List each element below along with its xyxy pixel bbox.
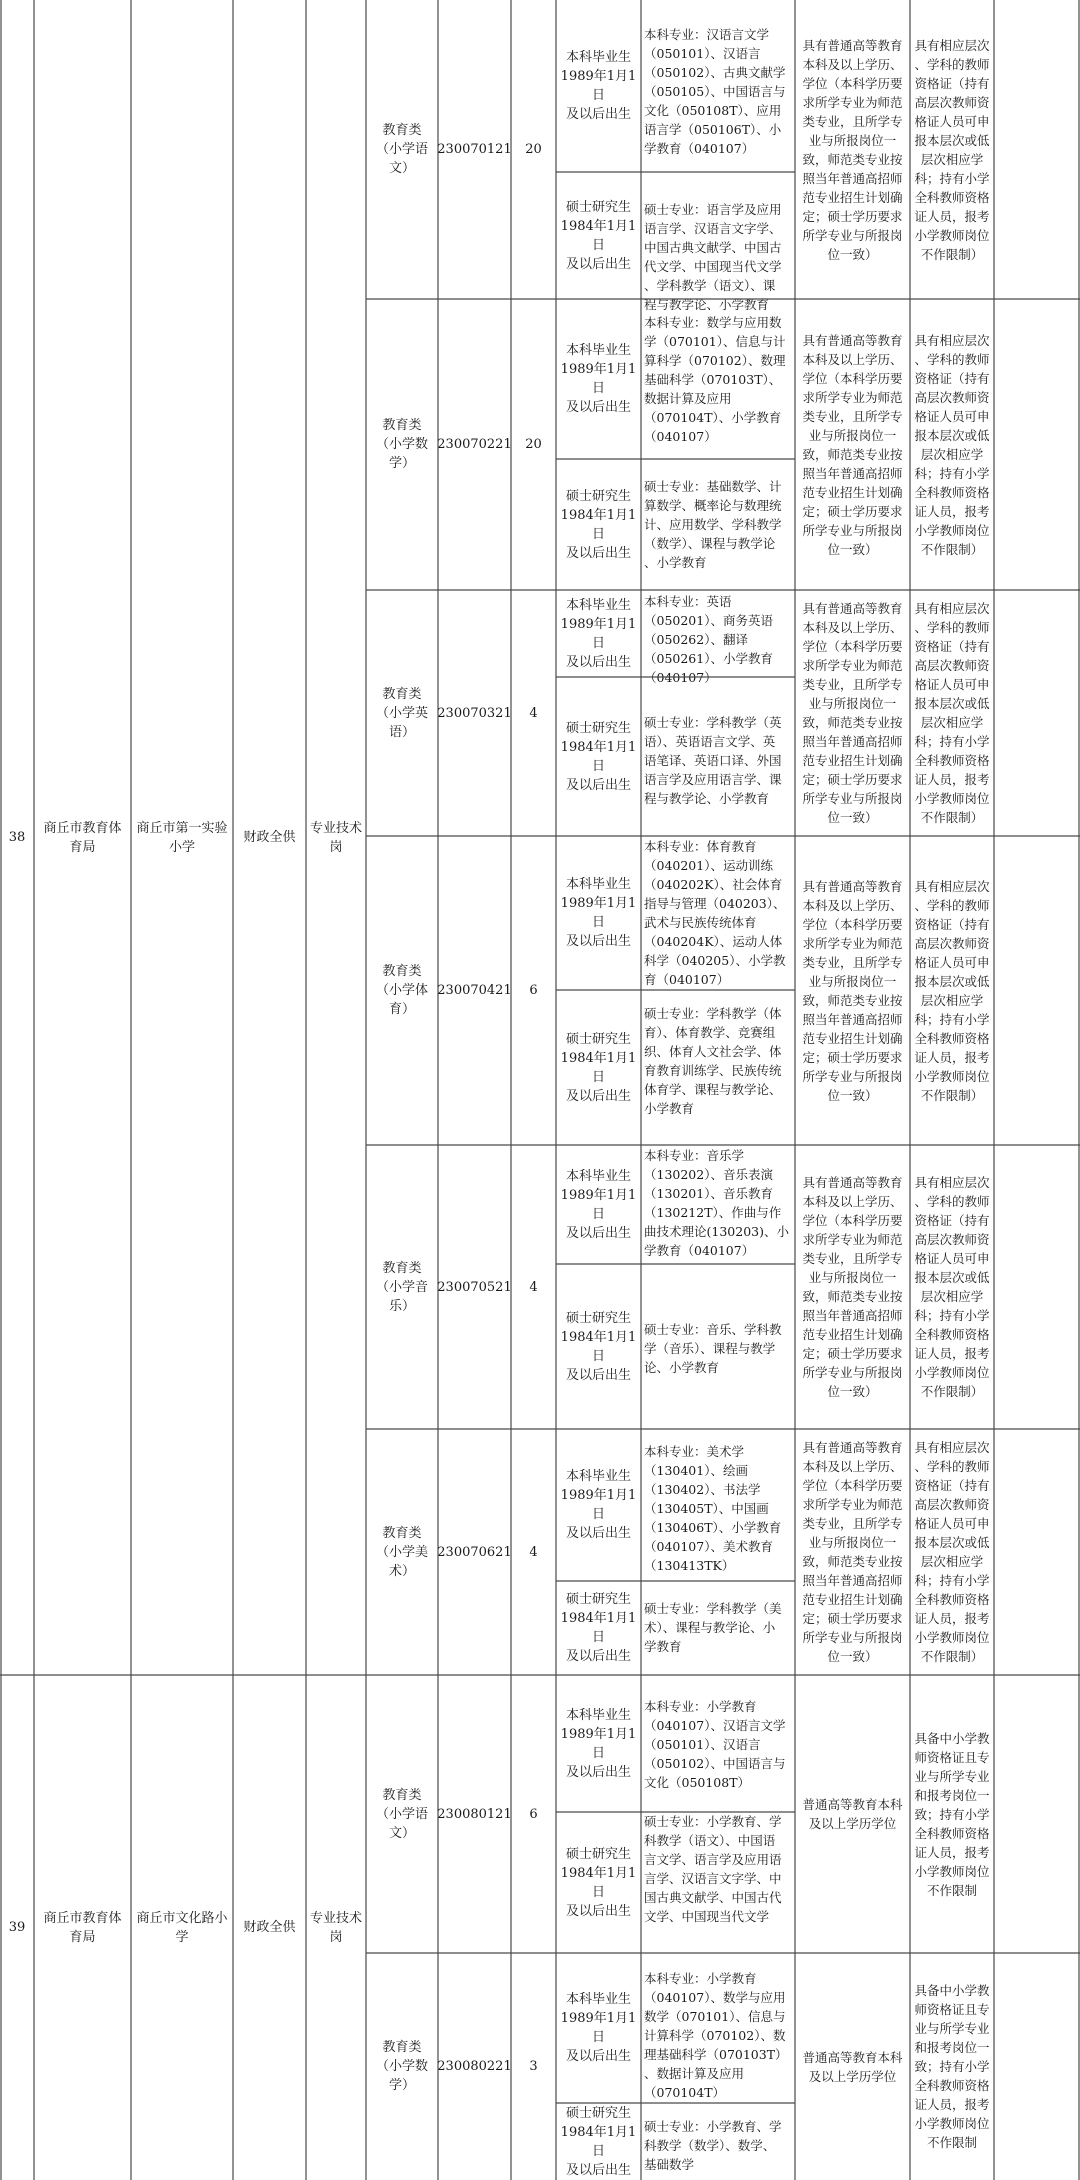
age-requirement-cell: 硕士研究生 1984年1月1日 及以后出生 (560, 720, 637, 793)
age-requirement-cell: 硕士研究生 1984年1月1日 及以后出生 (560, 1592, 637, 1664)
age-requirement-cell: 硕士研究生 1984年1月1日 及以后出生 (560, 2105, 637, 2178)
age-requirement-cell: 本科毕业生 1989年1月1日 及以后出生 (560, 1168, 637, 1241)
major-cell: 硕士专业：小学教育、学 科教学（数学）、数学、 基础数学 (644, 2119, 782, 2172)
major-cell: 本科专业：体育教育 （040201）、运动训练 （040202K）、社会体育 指导与管理（040203）、 武术与民族传统体育 （040204K）、运动人体 科学（040205）、小学教 育（040107） (644, 839, 786, 987)
dept-cell: 商丘市教育体 育局 (43, 820, 122, 855)
major-cell: 本科专业：美术学 （130401）、绘画 （130402）、书法学 （130405T）、中国画 （130406T）、小学教育 （040107）、美术教育 （130413TK） (644, 1444, 782, 1573)
major-cell: 硕士专业：基础数学、计 算数学、概率论与数理统 计、应用数学、学科教学 （数学）、课程与教学论 、小学教育 (644, 479, 782, 570)
age-requirement-cell: 本科毕业生 1989年1月1日 及以后出生 (560, 50, 637, 122)
position-count-cell: 4 (529, 705, 538, 721)
education-condition-cell: 普通高等教育本科 及以上学历学位 (802, 2049, 903, 2084)
position-name-cell: 教育类 （小学数 学） (375, 418, 428, 471)
major-cell: 本科专业：音乐学 （130202）、音乐表演 （130201）、音乐教育 （130212T）、作曲与作 曲技术理论(130203)、小 学教育（040107） (644, 1148, 789, 1258)
major-cell: 本科专业：汉语言文学 （050101）、汉语言 （050102）、古典文献学 （050105）、中国语言与 文化（050108T）、应用 语言学（050106T）、小 学教育（040107） (644, 27, 786, 156)
age-requirement-cell: 硕士研究生 1984年1月1日 及以后出生 (560, 488, 637, 561)
post-type-cell: 专业技术 岗 (309, 820, 362, 855)
certificate-cell: 具有相应层次 、学科的教师 资格证（持有 高层次教师资 格证人员可申 报本层次或低 层次相应学 科；持有小学 全科教师资格 证人员，报考 小学教师岗位 不作限制） (914, 37, 990, 262)
age-requirement-cell: 硕士研究生 1984年1月1日 及以后出生 (560, 199, 637, 272)
education-condition-cell: 普通高等教育本科 及以上学历学位 (802, 1797, 903, 1831)
major-cell: 本科专业：英语 （050201）、商务英语 （050262）、翻译 （050261）、小学教育 （040107） (644, 594, 773, 685)
major-cell: 本科专业：小学教育 （040107）、数学与应用 数学（070101）、信息与 计算科学（070102）、数 理基础科学（070103T） 、数据计算及应用 （070104T） (644, 1971, 788, 2100)
age-requirement-cell: 硕士研究生 1984年1月1日 及以后出生 (560, 1310, 637, 1383)
position-code-cell: 230080221 (437, 2059, 512, 2074)
position-code-cell: 230070521 (437, 1279, 512, 1295)
funding-cell: 财政全供 (243, 1920, 296, 1935)
funding-cell: 财政全供 (243, 830, 296, 845)
major-cell: 硕士专业：音乐、学科教 学（音乐）、课程与教学 论、小学教育 (644, 1322, 782, 1375)
position-count-cell: 6 (529, 983, 538, 998)
education-condition-cell: 具有普通高等教育 本科及以上学历、 学位（本科学历要 求所学专业为师范 类专业，且所学专 业与所报岗位一 致，师范类专业按 照当年普通高招师 范专业招生计划确 定；硕士学历要求 所学专业与所报岗 位一致） (802, 332, 903, 557)
position-count-cell: 6 (529, 1806, 538, 1822)
age-requirement-cell: 本科毕业生 1989年1月1日 及以后出生 (560, 597, 637, 670)
position-name-cell: 教育类 （小学语 文） (375, 123, 428, 176)
position-name-cell: 教育类 （小学英 语） (375, 686, 428, 740)
certificate-cell: 具有相应层次 、学科的教师 资格证（持有 高层次教师资 格证人员可申 报本层次或低 层次相应学 科；持有小学 全科教师资格 证人员，报考 小学教师岗位 不作限制） (914, 1440, 990, 1664)
age-requirement-cell: 硕士研究生 1984年1月1日 及以后出生 (560, 1846, 637, 1919)
education-condition-cell: 具有普通高等教育 本科及以上学历、 学位（本科学历要 求所学专业为师范 类专业，且所学专 业与所报岗位一 致，师范类专业按 照当年普通高招师 范专业招生计划确 定；硕士学历要求 所学专业与所报岗 位一致） (802, 878, 903, 1103)
certificate-cell: 具有相应层次 、学科的教师 资格证（持有 高层次教师资 格证人员可申 报本层次或低 层次相应学 科；持有小学 全科教师资格 证人员，报考 小学教师岗位 不作限制） (914, 332, 990, 557)
position-count-cell: 3 (529, 2059, 538, 2074)
position-name-cell: 教育类 （小学数 学） (375, 2040, 428, 2093)
position-code-cell: 230070621 (437, 1544, 512, 1560)
seq-cell: 39 (8, 1920, 26, 1935)
unit-cell: 商丘市文化路小 学 (136, 1910, 228, 1945)
education-condition-cell: 具有普通高等教育 本科及以上学历、 学位（本科学历要 求所学专业为师范 类专业，且所学专 业与所报岗位一 致，师范类专业按 照当年普通高招师 范专业招生计划确 定；硕士学历要求 所学专业与所报岗 位一致） (802, 37, 903, 262)
certificate-cell: 具备中小学教 师资格证且专 业与所学专业 和报考岗位一 致；持有小学 全科教师资格 证人员，报考 小学教师岗位 不作限制 (914, 1730, 990, 1898)
position-name-cell: 教育类 （小学语 文） (375, 1787, 428, 1841)
position-count-cell: 4 (529, 1544, 538, 1560)
position-code-cell: 230070121 (437, 142, 512, 157)
certificate-cell: 具备中小学教 师资格证且专 业与所学专业 和报考岗位一 致；持有小学 全科教师资格 证人员，报考 小学教师岗位 不作限制 (914, 1983, 990, 2150)
major-cell: 本科专业：小学教育 （040107）、汉语言文学 （050101）、汉语言 （050102）、中国语言与 文化（050108T） (644, 1699, 786, 1790)
major-cell: 硕士专业：语言学及应用 语言学、汉语言文字学、 中国古典文献学、中国古 代文学、中国现当代文学 、学科教学（语文）、课 程与教学论、小学教育 (644, 202, 782, 312)
education-condition-cell: 具有普通高等教育 本科及以上学历、 学位（本科学历要 求所学专业为师范 类专业，且所学专 业与所报岗位一 致，师范类专业按 照当年普通高招师 范专业招生计划确 定；硕士学历要求 所学专业与所报岗 位一致） (802, 1440, 903, 1664)
age-requirement-cell: 硕士研究生 1984年1月1日 及以后出生 (560, 1031, 637, 1104)
position-count-cell: 20 (525, 142, 542, 157)
position-name-cell: 教育类 （小学美 术） (375, 1525, 428, 1579)
post-type-cell: 专业技术 岗 (309, 1910, 362, 1945)
age-requirement-cell: 本科毕业生 1989年1月1日 及以后出生 (560, 343, 637, 415)
position-code-cell: 230070421 (437, 983, 512, 998)
position-code-cell: 230070221 (437, 437, 512, 452)
major-cell: 硕士专业：学科教学（体 育）、体育教学、竞赛组 织、体育人文社会学、体 育教育训练学、民族传统 体育学、课程与教学论、 小学教育 (644, 1006, 782, 1116)
position-name-cell: 教育类 （小学音 乐） (375, 1260, 428, 1314)
major-cell: 本科专业：数学与应用数 学（070101）、信息与计 算科学（070102）、数理 基础科学（070103T）、 数据计算及应用 （070104T）、小学教育 （040107） (644, 315, 786, 444)
dept-cell: 商丘市教育体 育局 (43, 1910, 122, 1945)
major-cell: 硕士专业：小学教育、学 科教学（语文）、中国语 言文学、语言学及应用语 言学、汉语言文字学、中 国古典文献学、中国古代 文学、中国现当代文学 (644, 1814, 782, 1924)
age-requirement-cell: 本科毕业生 1989年1月1日 及以后出生 (560, 1469, 637, 1541)
certificate-cell: 具有相应层次 、学科的教师 资格证（持有 高层次教师资 格证人员可申 报本层次或低 层次相应学 科；持有小学 全科教师资格 证人员，报考 小学教师岗位 不作限制） (914, 1175, 990, 1399)
education-condition-cell: 具有普通高等教育 本科及以上学历、 学位（本科学历要 求所学专业为师范 类专业，且所学专 业与所报岗位一 致，师范类专业按 照当年普通高招师 范专业招生计划确 定；硕士学历要求 所学专业与所报岗 位一致） (802, 1175, 903, 1399)
unit-cell: 商丘市第一实验 小学 (136, 820, 228, 855)
certificate-cell: 具有相应层次 、学科的教师 资格证（持有 高层次教师资 格证人员可申 报本层次或低 层次相应学 科；持有小学 全科教师资格 证人员，报考 小学教师岗位 不作限制） (914, 878, 990, 1103)
age-requirement-cell: 本科毕业生 1989年1月1日 及以后出生 (560, 1707, 637, 1780)
education-condition-cell: 具有普通高等教育 本科及以上学历、 学位（本科学历要 求所学专业为师范 类专业，且所学专 业与所报岗位一 致，师范类专业按 照当年普通高招师 范专业招生计划确 定；硕士学历要求 所学专业与所报岗 位一致） (802, 601, 903, 825)
major-cell: 硕士专业：学科教学（美 术）、课程与教学论、小 学教育 (644, 1601, 782, 1654)
age-requirement-cell: 本科毕业生 1989年1月1日 及以后出生 (560, 1992, 637, 2064)
major-cell: 硕士专业：学科教学（英 语）、英语语言文学、英 语笔译、英语口译、外国 语言学及应用语言学、课 程与教学论、小学教育 (644, 715, 782, 806)
position-name-cell: 教育类 （小学体 育） (375, 964, 428, 1017)
seq-cell: 38 (8, 830, 26, 845)
certificate-cell: 具有相应层次 、学科的教师 资格证（持有 高层次教师资 格证人员可申 报本层次或低 层次相应学 科；持有小学 全科教师资格 证人员，报考 小学教师岗位 不作限制） (914, 601, 990, 825)
position-code-cell: 230070321 (437, 705, 512, 721)
position-count-cell: 20 (525, 437, 542, 452)
position-code-cell: 230080121 (437, 1806, 512, 1822)
age-requirement-cell: 本科毕业生 1989年1月1日 及以后出生 (560, 877, 637, 949)
position-count-cell: 4 (529, 1279, 538, 1295)
